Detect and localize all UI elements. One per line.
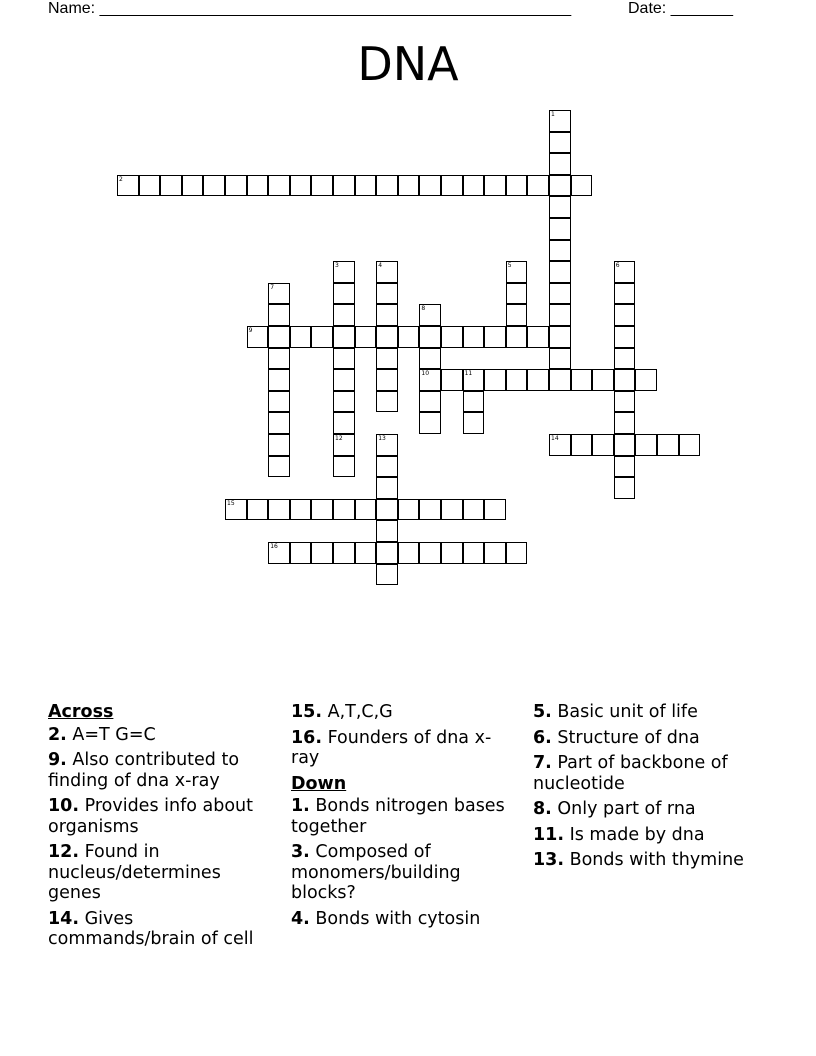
crossword-cell[interactable] — [268, 175, 290, 197]
clue-across-12 — [48, 842, 276, 904]
crossword-cell[interactable] — [549, 283, 571, 305]
crossword-cell[interactable] — [419, 391, 441, 413]
crossword-cell[interactable] — [290, 326, 312, 348]
clue-across-2 — [48, 725, 276, 746]
crossword-cell[interactable] — [376, 348, 398, 370]
crossword-cell[interactable] — [203, 175, 225, 197]
clue-text: Only part of rna — [557, 799, 696, 819]
crossword-cell[interactable] — [376, 175, 398, 197]
crossword-cell[interactable] — [592, 434, 614, 456]
crossword-cell[interactable] — [333, 175, 355, 197]
clue-number: 9. — [48, 750, 67, 770]
crossword-cell[interactable] — [268, 283, 290, 305]
down-heading: Down — [291, 773, 347, 794]
clue-text: Found in nucleus/determines genes — [48, 842, 221, 903]
crossword-cell[interactable] — [247, 326, 269, 348]
crossword-cell[interactable] — [527, 369, 549, 391]
crossword-cell[interactable] — [419, 348, 441, 370]
crossword-cell[interactable] — [614, 434, 636, 456]
crossword-cell[interactable] — [268, 391, 290, 413]
crossword-cell[interactable] — [376, 477, 398, 499]
cell-number: 14 — [551, 435, 559, 442]
crossword-cell[interactable] — [549, 153, 571, 175]
clue-number: 4. — [291, 908, 310, 929]
crossword-cell[interactable] — [355, 326, 377, 348]
clue-number: 12. — [48, 842, 80, 862]
crossword-cell[interactable] — [311, 175, 333, 197]
crossword-cell[interactable] — [268, 348, 290, 370]
crossword-cell[interactable] — [571, 175, 593, 197]
crossword-cell[interactable] — [527, 326, 549, 348]
crossword-cell[interactable] — [506, 542, 528, 564]
clue-across-15 — [291, 702, 519, 723]
crossword-cell[interactable] — [311, 499, 333, 521]
cell-number: 15 — [227, 499, 235, 507]
crossword-cell[interactable] — [376, 369, 398, 391]
page-title: DNA — [357, 37, 459, 91]
clue-text: Is made by dna — [569, 824, 705, 845]
date-field-label[interactable]: Date: _______ — [628, 0, 733, 17]
clue-text: A,T,C,G — [327, 702, 393, 722]
crossword-cell[interactable] — [463, 326, 485, 348]
crossword-cell[interactable] — [268, 434, 290, 456]
clues-column-2 — [291, 702, 519, 934]
clue-down-6 — [533, 728, 761, 749]
clue-down-1 — [291, 796, 519, 837]
crossword-cell[interactable] — [484, 542, 506, 564]
crossword-cell[interactable] — [376, 456, 398, 478]
cell-number: 4 — [378, 262, 383, 270]
crossword-cell[interactable] — [614, 391, 636, 413]
crossword-cell[interactable] — [549, 175, 571, 197]
crossword-cell[interactable] — [247, 499, 269, 521]
crossword-cell[interactable] — [506, 369, 528, 391]
crossword-cell[interactable] — [419, 499, 441, 521]
crossword-cell[interactable] — [268, 369, 290, 391]
clue-text: Founders of dna x-ray — [291, 727, 492, 768]
clue-across-9 — [48, 750, 276, 791]
crossword-cell[interactable] — [463, 542, 485, 564]
clue-text: Bonds with cytosin — [315, 908, 481, 929]
crossword-cell[interactable] — [355, 499, 377, 521]
cell-number: 6 — [615, 262, 620, 270]
crossword-cell[interactable] — [506, 175, 528, 197]
clue-number: 13. — [533, 850, 565, 870]
crossword-cell[interactable] — [441, 542, 463, 564]
clue-text: Gives commands/brain of cell — [48, 908, 254, 949]
crossword-cell[interactable] — [549, 434, 571, 456]
crossword-cell[interactable] — [333, 412, 355, 434]
crossword-cell[interactable] — [333, 304, 355, 326]
crossword-cell[interactable] — [419, 369, 441, 391]
crossword-cell[interactable] — [549, 218, 571, 240]
crossword-cell[interactable] — [311, 326, 333, 348]
across-heading: Across — [48, 702, 114, 722]
clues-column-1 — [48, 702, 276, 955]
cell-number: 16 — [270, 543, 278, 550]
crossword-cell[interactable] — [571, 369, 593, 391]
crossword-cell[interactable] — [333, 283, 355, 305]
crossword-cell[interactable] — [376, 499, 398, 521]
crossword-cell[interactable] — [333, 499, 355, 521]
crossword-cell[interactable] — [398, 175, 420, 197]
clue-down-3 — [291, 842, 519, 904]
crossword-cell[interactable] — [290, 175, 312, 197]
crossword-cell[interactable] — [635, 434, 657, 456]
crossword-cell[interactable] — [398, 326, 420, 348]
cell-number: 13 — [378, 435, 386, 442]
crossword-cell[interactable] — [355, 542, 377, 564]
crossword-cell[interactable] — [571, 434, 593, 456]
cell-number: 5 — [507, 262, 512, 270]
crossword-cell[interactable] — [635, 369, 657, 391]
clue-number: 14. — [48, 908, 80, 929]
cell-number: 1 — [551, 111, 555, 118]
crossword-cell[interactable] — [506, 261, 528, 283]
crossword-cell[interactable] — [225, 175, 247, 197]
crossword-cell[interactable] — [549, 348, 571, 370]
crossword-cell[interactable] — [290, 542, 312, 564]
clue-text: Part of backbone of nucleotide — [533, 753, 728, 794]
crossword-cell[interactable] — [614, 348, 636, 370]
crossword-cell[interactable] — [463, 391, 485, 413]
crossword-cell[interactable] — [182, 175, 204, 197]
cell-number: 9 — [248, 327, 253, 334]
name-field-label[interactable]: Name: _____________________________________________________ — [48, 0, 572, 17]
crossword-cell[interactable] — [398, 542, 420, 564]
cell-number: 3 — [335, 262, 339, 270]
clues-column-3 — [533, 702, 761, 876]
crossword-cell[interactable] — [376, 542, 398, 564]
crossword-cell[interactable] — [614, 283, 636, 305]
crossword-cell[interactable] — [419, 326, 441, 348]
clue-down-8 — [533, 799, 761, 820]
crossword-cell[interactable] — [333, 326, 355, 348]
crossword-cell[interactable] — [549, 196, 571, 218]
crossword-cell[interactable] — [376, 261, 398, 283]
crossword-cell[interactable] — [614, 412, 636, 434]
crossword-cell[interactable] — [117, 175, 139, 197]
crossword-cell[interactable] — [376, 304, 398, 326]
crossword-cell[interactable] — [247, 175, 269, 197]
crossword-cell[interactable] — [376, 326, 398, 348]
clue-down-13 — [533, 850, 761, 871]
crossword-cell[interactable] — [484, 369, 506, 391]
clues-section — [48, 702, 778, 1002]
crossword-cell[interactable] — [333, 348, 355, 370]
crossword-cell[interactable] — [549, 326, 571, 348]
clue-text: A=T G=C — [72, 724, 156, 745]
crossword-cell[interactable] — [549, 240, 571, 262]
clue-across-16 — [291, 728, 519, 769]
crossword-cell[interactable] — [506, 326, 528, 348]
cell-number: 11 — [464, 370, 473, 378]
clue-down-4 — [291, 909, 519, 930]
clue-text: Bonds nitrogen bases together — [291, 796, 505, 837]
crossword-cell[interactable] — [549, 304, 571, 326]
crossword-cell[interactable] — [614, 326, 636, 348]
crossword-cell[interactable] — [506, 283, 528, 305]
clue-number: 11. — [533, 824, 565, 845]
crossword-cell[interactable] — [463, 369, 485, 391]
clue-number: 16. — [291, 727, 323, 748]
crossword-cell[interactable] — [290, 499, 312, 521]
cell-number: 10 — [421, 370, 430, 378]
clue-text: Also contributed to finding of dna x-ray — [48, 750, 240, 791]
crossword-cell[interactable] — [333, 369, 355, 391]
crossword-cell[interactable] — [679, 434, 701, 456]
crossword-cell[interactable] — [355, 175, 377, 197]
cell-number: 8 — [421, 305, 426, 313]
crossword-cell[interactable] — [441, 499, 463, 521]
crossword-cell[interactable] — [441, 175, 463, 197]
crossword-cell[interactable] — [268, 326, 290, 348]
crossword-cell[interactable] — [441, 326, 463, 348]
crossword-cell[interactable] — [268, 412, 290, 434]
crossword-cell[interactable] — [614, 456, 636, 478]
clue-down-11 — [533, 825, 761, 846]
clue-number: 7. — [533, 753, 552, 773]
clue-text: Bonds with thymine — [569, 850, 744, 870]
clue-down-5 — [533, 702, 761, 723]
crossword-cell[interactable] — [614, 304, 636, 326]
clue-number: 10. — [48, 796, 80, 816]
crossword-cell[interactable] — [268, 542, 290, 564]
cell-number: 2 — [119, 175, 123, 183]
crossword-cell[interactable] — [376, 520, 398, 542]
clue-down-7 — [533, 753, 761, 794]
crossword-cell[interactable] — [549, 132, 571, 154]
crossword-cell[interactable] — [268, 304, 290, 326]
crossword-cell[interactable] — [376, 283, 398, 305]
clue-number: 3. — [291, 842, 310, 862]
clue-number: 6. — [533, 727, 552, 748]
crossword-cell[interactable] — [441, 369, 463, 391]
crossword-cell[interactable] — [225, 499, 247, 521]
crossword-cell[interactable] — [311, 542, 333, 564]
clue-number: 2. — [48, 724, 67, 745]
clue-text: Structure of dna — [557, 727, 700, 748]
crossword-cell[interactable] — [463, 499, 485, 521]
clue-number: 15. — [291, 702, 323, 722]
crossword-cell[interactable] — [376, 391, 398, 413]
crossword-cell[interactable] — [592, 369, 614, 391]
cell-number: 7 — [270, 283, 275, 291]
crossword-cell[interactable] — [484, 499, 506, 521]
crossword-cell[interactable] — [398, 499, 420, 521]
crossword-cell[interactable] — [376, 564, 398, 586]
crossword-cell[interactable] — [614, 261, 636, 283]
crossword-cell[interactable] — [268, 499, 290, 521]
clue-number: 5. — [533, 702, 552, 722]
crossword-cell[interactable] — [463, 175, 485, 197]
clue-text: Composed of monomers/building blocks? — [291, 842, 461, 903]
crossword-cell[interactable] — [527, 175, 549, 197]
crossword-cell[interactable] — [506, 304, 528, 326]
crossword-cell[interactable] — [549, 369, 571, 391]
crossword-cell[interactable] — [376, 434, 398, 456]
clue-across-10 — [48, 796, 276, 837]
crossword-cell[interactable] — [549, 261, 571, 283]
crossword-cell[interactable] — [333, 434, 355, 456]
clue-text: Provides info about organisms — [48, 796, 254, 837]
crossword-cell[interactable] — [419, 412, 441, 434]
clue-text: Basic unit of life — [557, 702, 698, 722]
cell-number: 12 — [335, 435, 343, 442]
crossword-cell[interactable] — [419, 542, 441, 564]
clue-number: 1. — [291, 796, 310, 816]
crossword-cell[interactable] — [333, 391, 355, 413]
crossword-cell[interactable] — [463, 412, 485, 434]
crossword-cell[interactable] — [419, 175, 441, 197]
crossword-cell[interactable] — [419, 304, 441, 326]
crossword-cell[interactable] — [614, 477, 636, 499]
crossword-cell[interactable] — [657, 434, 679, 456]
crossword-cell[interactable] — [333, 261, 355, 283]
crossword-cell[interactable] — [333, 456, 355, 478]
crossword-cell[interactable] — [484, 175, 506, 197]
crossword-cell[interactable] — [160, 175, 182, 197]
crossword-cell[interactable] — [139, 175, 161, 197]
clue-number: 8. — [533, 799, 552, 819]
crossword-cell[interactable] — [268, 456, 290, 478]
crossword-cell[interactable] — [333, 542, 355, 564]
crossword-cell[interactable] — [484, 326, 506, 348]
crossword-cell[interactable] — [549, 110, 571, 132]
clue-across-14 — [48, 909, 276, 950]
crossword-cell[interactable] — [614, 369, 636, 391]
